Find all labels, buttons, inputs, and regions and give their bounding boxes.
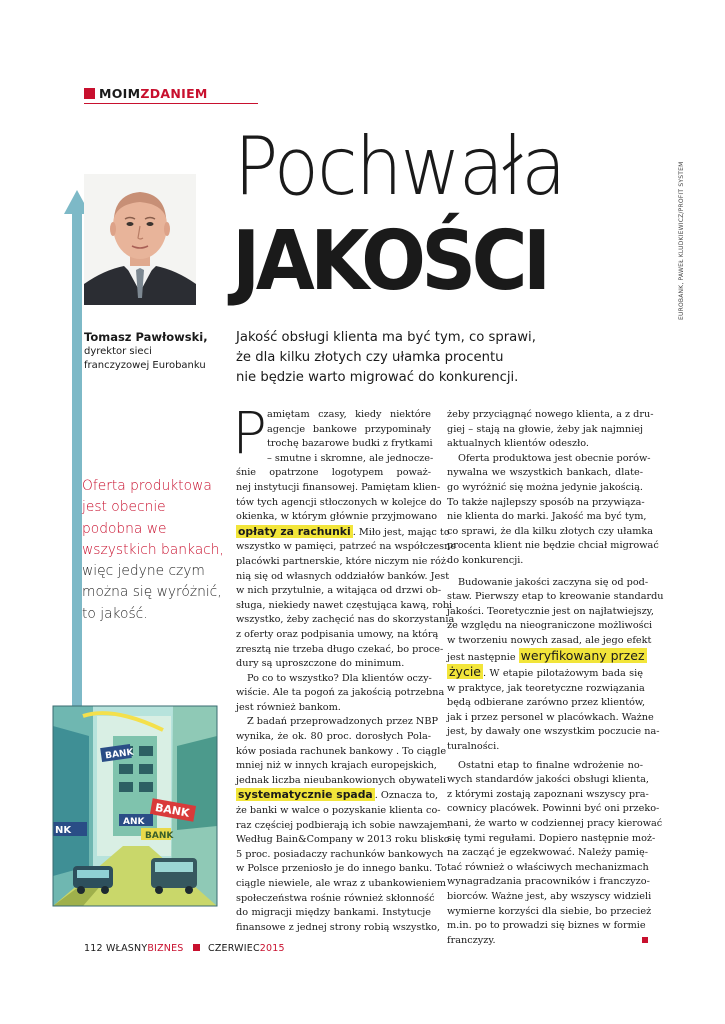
text-line: Według Bain&Company w 2013 roku blisko [236,834,450,846]
pull-quote-line: więc jedyne czym [82,563,205,580]
text-line: To także najlepszy sposób na przywiąza- [447,496,645,508]
text-line: 5 proc. posiadaczy rachunków bankowych [236,848,444,860]
section-header [84,86,258,104]
illustration-sign-2: BANK [154,800,191,820]
text-line: nie klienta do marki. Jakość ma być tym, [447,511,647,523]
end-mark [642,937,648,943]
text-line: wszystko, żeby zachęcić nas do skorzystania [236,614,455,626]
text-line: Budowanie jakości zaczyna się od pod- [458,576,649,588]
pull-quote-line: można się wyróżnić, [82,584,222,601]
text-line: z którymi zostają zapoznani wszyscy pra- [447,788,649,800]
author-role-2: franczyzowej Eurobanku [84,359,206,371]
article-column-2 [447,408,664,948]
text-line: wymierne korzyści dla siebie, bo przecież [447,905,652,917]
highlight-phrase: opłaty za rachunki [238,524,351,538]
text-line: cownicy placówek. Powinni być oni przeko- [447,803,660,815]
text-line: że banki w walce o pozyskanie klienta co- [236,805,441,817]
text-line: dury są uproszczone do minimum. [236,658,405,670]
section-square [84,88,95,99]
pull-quote-line: wszystkich bankach, [82,541,224,558]
text-line: tać również o właściwych mechanizmach [447,861,649,873]
text-line: jednak liczba nieubankowionych obywateli [236,774,446,786]
text-line: się tymi regułami. Dopiero następnie moż- [447,832,656,844]
text-line: wiście. Ale ta pogoń za jakością potrzebna [236,687,445,699]
drop-cap: P [232,399,267,467]
text-line: w nich przytulnie, a witająca od drzwi ob- [236,585,442,597]
text-line: społeczeństwa rośnie również skłonność [236,892,435,904]
street-illustration [53,706,217,906]
lead-paragraph [236,328,656,388]
text-line: turalności. [447,741,500,753]
text-line: procenta klient nie będzie chciał migrować [447,540,659,552]
text-line: go wyróżnić się można jedynie jakością. [447,481,643,493]
text-line: tów tych agencji stłoczonych w kolejce do [236,496,442,508]
page-footer [84,943,285,954]
text-line: śnie opatrzone logotypem poważ- [236,467,431,479]
text-line: mniej niż w innych krajach europejskich, [236,760,437,772]
text-line: ze względu na nieograniczone możliwości [447,620,653,632]
issue-date: CZERWIEC2015 [207,943,285,954]
text-line: w praktyce, jak teoretyczne rozwiązania [447,682,645,694]
highlight-phrase: systematycznie spada [238,788,373,802]
paragraph-gap [447,569,643,576]
text-line: biorców. Ważne jest, aby wszyscy widzieli [447,891,652,902]
text-line: jak i przez personel w placówkach. Ważne [447,711,654,723]
author-block [84,330,214,372]
text-line: wszystko w pamięci, patrzeć na współczesne [236,541,457,553]
text-line: jakości. Teoretycznie jest on najłatwiejszy, [447,605,654,617]
photo-credit: EUROBANK, PAWEŁ KLUDKIEWICZ/PROFIT SYSTEM [678,161,685,320]
text-line-end: franczyzy. [447,934,643,949]
text-line: raz częściej podbierają ich sobie nawzajem. [236,819,451,831]
pull-quote-line: podobna we [82,520,167,537]
text-line: zresztą nie trzeba długo czekać, bo proce- [236,643,444,655]
lead-line: że dla kilku złotych czy ułamka procentu [236,350,504,365]
lead-line: nie będzie warto migrować do konkurencji. [236,370,519,385]
text-line: finansowe z jednej strony robią wszystko, [236,921,441,933]
illustration-sign-4: NK [55,825,72,836]
text-line: jest, by dawały one wszystkim poczucie na- [447,726,660,738]
lead-line: Jakość obsługi klienta ma być tym, co sprawi, [236,330,536,345]
illustration-sign-3: ANK [123,817,145,827]
highlight-phrase: weryfikowany przez [520,647,645,663]
text-line: okienka, w którym głównie przyjmowano [236,511,438,523]
text-line: nej instytucji finansowej. Pamiętam klien- [236,481,441,493]
text-line-highlight: opłaty za rachunki . Miło jest, mając to [238,524,450,538]
author-portrait [84,174,196,305]
text-line: w Polsce przeniosło je do innego banku. To [236,863,447,875]
text-line: do migracji między bankami. Instytucje [236,907,431,919]
text-line: co sprawi, że dla kilku złotych czy ułamka [447,525,654,537]
text-line: aktualnych klientów odeszło. [447,438,589,450]
text-line: staw. Pierwszy etap to kreowanie standardu [447,591,664,603]
illustration-sign-5: BANK [145,831,174,841]
text-line: wynika, że ok. 80 proc. dorosłych Pola- [236,731,431,743]
text-line: nani, że warto w codziennej pracy kierować [447,818,663,830]
text-line: wynagradzania pracowników i franczyzo- [447,876,650,888]
text-line: trochę bazarowe budki z frytkami [267,438,433,450]
pull-quote-line: to jakość. [82,605,148,622]
footer-square [193,944,200,951]
text-line: żeby przyciągnąć nowego klienta, a z dru- [447,409,654,420]
author-name: Tomasz Pawłowski, [84,330,208,344]
highlight-phrase: życie [449,664,481,680]
article-column-1 [232,399,457,935]
section-label: MOIMZDANIEM [99,86,208,101]
text-line: z oferty oraz podpisania umowy, na którą [236,628,439,640]
text-line: ków posiada rachunek bankowy . To ciągle [236,745,447,757]
text-line: giej – stają na głowie, żeby jak najmniej [447,423,643,435]
text-line: wych standardów jakości obsługi klienta, [447,774,650,786]
text-line: Z badań przeprowadzonych przez NBP [247,716,439,728]
pull-quote-line: jest obecnie [82,499,166,516]
pull-quote [82,476,232,625]
portrait-illustration [84,174,196,305]
text-line: nią się od własnych oddziałów banków. Jest [236,570,450,582]
illustration-sign-1: BANK [104,747,135,762]
text-line: placówki partnerskie, które niczym nie róż- [236,555,450,567]
text-line-highlight: systematycznie spada . Oznacza to, [238,788,439,802]
text-line: amiętam czasy, kiedy niektóre [267,409,431,420]
text-line: – smutne i skromne, ale jednocze- [267,452,434,464]
street-illustration-art [53,706,217,906]
text-line: jest również bankom. [236,701,341,713]
page-number: 112 [84,943,103,954]
title-line-2: JAKOŚCI [232,214,547,309]
text-line: m.in. po to prowadzi się biznes w formie [447,920,646,932]
title-line-1: Pochwała [234,120,565,213]
text-line: będą odbierane zarówno przez klientów, [447,697,646,709]
pull-quote-line: Oferta produktowa [82,478,212,494]
text-line-highlight: życie . W etapie pilotażowym bada się [449,664,643,680]
text-line: Po co to wszystko? Dla klientów oczy- [247,672,432,684]
author-role-1: dyrektor sieci [84,346,152,357]
text-line: sługa, niekiedy nawet częstująca kawą, robi [236,599,453,611]
magazine-name: WŁASNYBIZNES [105,943,184,954]
text-line: w tworzeniu nowych zasad, ale jego efekt [447,634,652,646]
text-line: ciągle niewiele, ale wraz z ubankowieniem [236,878,446,889]
text-line: agencje bankowe przypominały [267,423,431,435]
accent-bar [72,212,82,714]
text-line: na zacząć je egzekwować. Należy pamię- [447,847,649,859]
text-line: nywalna we wszystkich bankach, dlate- [447,467,643,479]
text-line: Oferta produktowa jest obecnie porów- [458,452,651,464]
text-line: do konkurencji. [447,554,524,566]
text-line: Ostatni etap to finalne wdrożenie no- [458,759,643,771]
text-line-highlight: jest następnie weryfikowany przez [447,647,645,663]
